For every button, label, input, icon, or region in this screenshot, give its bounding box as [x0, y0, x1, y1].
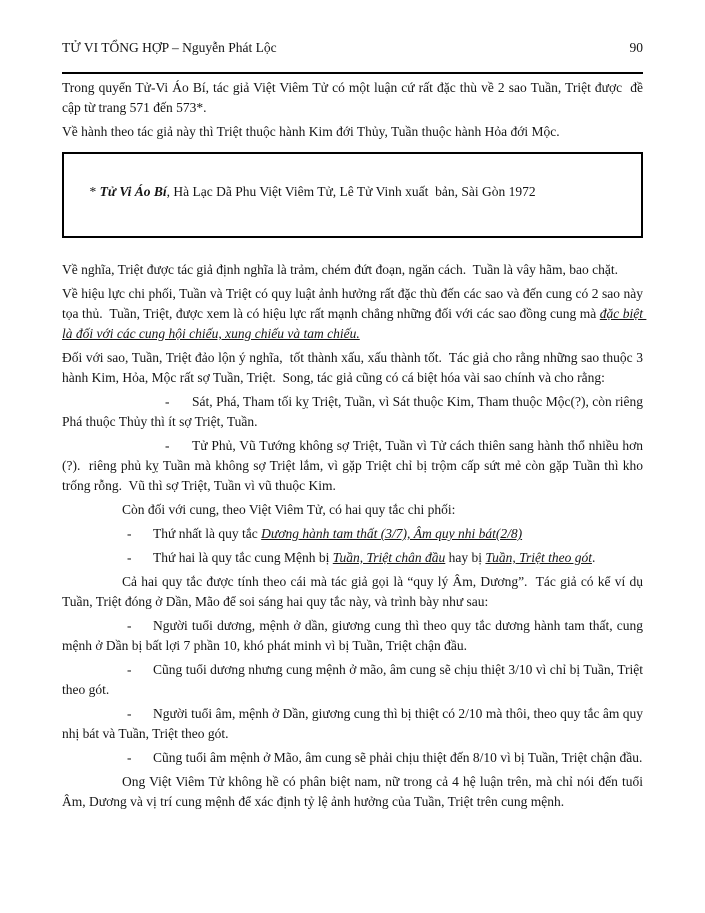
bullet-dash: - — [127, 550, 132, 565]
footnote-rest: , Hà Lạc Dã Phu Việt Viêm Tử, Lê Tử Vinh xuất bản, Sài Gòn 1972 — [166, 184, 536, 199]
bullet-viam-mao — [62, 748, 643, 768]
bullet-viduong-dan-text: Người tuổi dương, mệnh ở dần, giương cung thì theo quy tắc dương hành tam thất, cung mệnh ở Dần bị bất lợi 7 phần 10, khó phát minh vì bị Tuần, Triệt chận đầu. — [62, 618, 647, 653]
bullet-dash: - — [165, 394, 170, 409]
paragraph-cahai-text: Cả hai quy tắc được tính theo cái mà tác giả gọi là “quy lý Âm, Dương”. Tác giả có kể ví dụ Tuần, Triệt đóng ở Dần, Mão để soi sáng hai quy tắc này, và trình bày như sau: — [62, 574, 647, 609]
bullet-quy-tac-2 — [62, 548, 643, 568]
bullet-quy-tac-2-rule1: Tuần, Triệt chân đầu — [332, 550, 446, 565]
paragraph-cahai — [62, 572, 647, 612]
bullet-viam-mao-text: Cũng tuổi âm mệnh ở Mão, âm cung sẽ phải chịu thiệt đến 8/10 vì bị Tuần, Triệt chận đầu. — [153, 750, 643, 765]
bullet-dash: - — [127, 706, 132, 721]
paragraph-nghia — [62, 260, 643, 280]
paragraph-intro-text: Trong quyển Tử-Vi Áo Bí, tác giả Việt Viêm Tử có một luận cứ rất đặc thù về 2 sao Tuần, Triệt được đề cập từ trang 571 đến 573*. — [62, 80, 647, 115]
bullet-viduong-mao — [62, 660, 647, 700]
footnote-box — [62, 152, 643, 238]
page-number: 90 — [629, 40, 643, 55]
bullet-viduong-mao-text: Cũng tuổi dương nhưng cung mệnh ở mão, âm cung sẽ chịu thiệt 3/10 vì chỉ bị Tuần, Triệt theo gót. — [62, 662, 647, 697]
page-header — [62, 38, 643, 58]
paragraph-condoivoicung-text: Còn đối với cung, theo Việt Viêm Tử, có hai quy tắc chi phối: — [122, 502, 456, 517]
bullet-tu-phu-text: Tử Phủ, Vũ Tướng không sợ Triệt, Tuần vì Tử cách thiên sang hành thổ nhiều hơn (?). riêng phủ kỵ Tuần mà không sợ Triệt lắm, vì gặp Triệt chỉ bị trộm cấp sứt mẻ còn gặp Tuần thì kho trống rỗng. Vũ thì sợ Triệt, Tuần vì vũ thuộc Kim. — [62, 438, 647, 493]
paragraph-condoivoicung — [62, 500, 643, 520]
header-rule — [62, 72, 643, 74]
bullet-quy-tac-2-end: . — [591, 550, 596, 565]
paragraph-ketluan — [62, 772, 647, 812]
bullet-quy-tac-2-mid: hay bị — [445, 550, 486, 565]
bullet-viam-dan — [62, 704, 647, 744]
bullet-viduong-dan — [62, 616, 647, 656]
footnote-book-title: Tử Vi Áo Bí — [99, 184, 167, 199]
bullet-quy-tac-1-lead: Thứ nhất là quy tắc — [153, 526, 262, 541]
bullet-tu-phu — [62, 436, 647, 496]
bullet-quy-tac-1 — [62, 524, 643, 544]
bullet-dash: - — [127, 750, 132, 765]
paragraph-hanh — [62, 122, 643, 142]
bullet-dash: - — [127, 618, 132, 633]
paragraph-doivoisao-text: Đối với sao, Tuần, Triệt đảo lộn ý nghĩa, tốt thành xấu, xấu thành tốt. Tác giả cho rằng những sao thuộc 3 hành Kim, Hỏa, Mộc rất sợ Tuần, Triệt. Song, tác giả cũng có cá biệt hóa vài sao chính và cho rằng: — [62, 350, 647, 385]
paragraph-hanh-text: Về hành theo tác giả này thì Triệt thuộc hành Kim đới Thủy, Tuần thuộc hành Hỏa đới Mộc. — [62, 124, 560, 139]
paragraph-hieuluc-emphasis: đặc biệt là đối với các cung hội chiếu, xung chiếu và tam chiếu. — [62, 306, 647, 341]
bullet-sat-pha-tham-text: Sát, Phá, Tham tối kỵ Triệt, Tuần, vì Sát thuộc Kim, Tham thuộc Mộc(?), còn riêng Phá thuộc Thủy thì ít sợ Triệt, Tuần. — [62, 394, 647, 429]
running-title: TỬ VI TỔNG HỢP – Nguyễn Phát Lộc — [62, 40, 277, 55]
bullet-sat-pha-tham — [62, 392, 647, 432]
bullet-quy-tac-2-lead: Thứ hai là quy tắc cung Mệnh bị — [153, 550, 333, 565]
paragraph-hieuluc — [62, 284, 647, 344]
bullet-quy-tac-2-rule2: Tuần, Triệt theo gót — [485, 550, 592, 565]
bullet-dash: - — [165, 438, 170, 453]
bullet-quy-tac-1-rule: Dương hành tam thất (3/7), Âm quy nhi bát(2/8) — [261, 526, 523, 541]
paragraph-intro — [62, 78, 647, 118]
paragraph-ketluan-text: Ong Việt Viêm Tử không hề có phân biệt nam, nữ trong cả 4 hệ luận trên, mà chỉ nói đến tuổi Âm, Dương và vị trí cung mệnh để xác định tỷ lệ ảnh hưởng của Tuần, Triệt trên cung mệnh. — [62, 774, 647, 809]
bullet-dash: - — [127, 662, 132, 677]
bullet-dash: - — [127, 526, 132, 541]
paragraph-hieuluc-text: Về hiệu lực chi phối, Tuần và Triệt có quy luật ảnh hưởng rất đặc thù đến các sao và đến cung có 2 sao này tọa thủ. Tuần, Triệt, được xem là có hiệu lực rất mạnh chẳng những đối với các sao đồng cung mà — [62, 286, 647, 321]
paragraph-doivoisao — [62, 348, 647, 388]
footnote-marker: * — [89, 184, 100, 199]
bullet-viam-dan-text: Người tuổi âm, mệnh ở Dần, giương cung thì bị thiệt có 2/10 mà thôi, theo quy tắc âm quy nhị bát và Tuần, Triệt theo gót. — [62, 706, 647, 741]
paragraph-nghia-text: Về nghĩa, Triệt được tác giả định nghĩa là trảm, chém đứt đoạn, ngăn cách. Tuần là vây hãm, bao chặt. — [62, 262, 619, 277]
